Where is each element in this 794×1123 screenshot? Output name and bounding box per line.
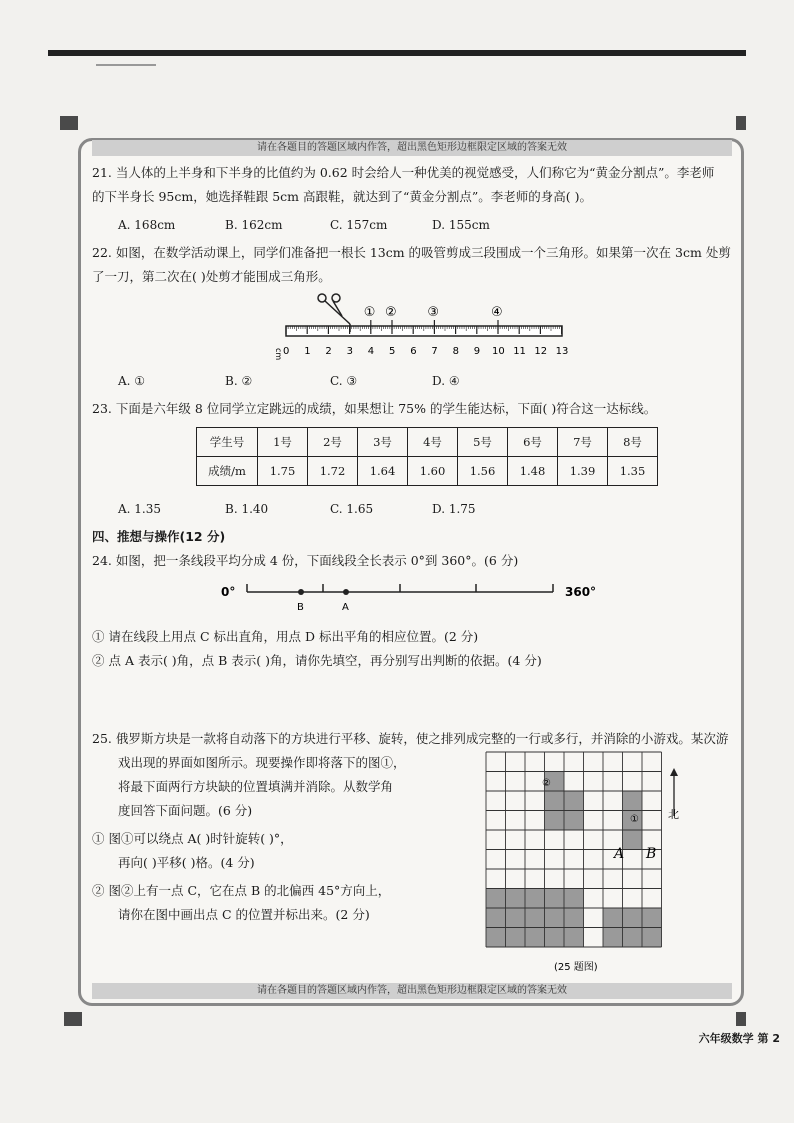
table-header-cell: 6号: [508, 428, 558, 457]
tetris-filled-cell: [564, 928, 584, 948]
table-cell: 1.72: [308, 457, 358, 486]
ruler-tick-label: 3: [346, 346, 353, 357]
point-a-label-25: A: [614, 846, 625, 862]
tetris-filled-cell: [545, 908, 565, 928]
q25-line2: 戏出现的界面如图所示。现要操作即将落下的图①，: [118, 755, 406, 770]
tetris-filled-cell: [525, 928, 545, 948]
table-cell: 1.39: [558, 457, 608, 486]
q22-line2: 了一刀，第二次在( )处剪才能围成三角形。: [92, 269, 331, 284]
table-header-label: 学生号: [197, 428, 258, 457]
north-arrowhead-icon: [670, 768, 678, 776]
q23-option-b: B. 1.40: [225, 502, 269, 516]
ruler-tick-labels: [283, 346, 568, 357]
ruler-tick-label: 5: [389, 346, 396, 357]
ruler-tick-label: 4: [367, 346, 375, 357]
ruler-tick-label: 2: [325, 346, 332, 357]
tetris-filled-cell: [486, 928, 506, 948]
tetris-filled-cell: [603, 928, 623, 948]
q25-sub2b: 请你在图中画出点 C 的位置并标出来。(2 分): [118, 907, 370, 922]
table-header-cell: 1号: [258, 428, 308, 457]
q25-line1: 25. 俄罗斯方块是一款将自动落下的方块进行平移、旋转，使之排列成完整的一行或多行，并消除的小游戏。某次游: [92, 731, 729, 746]
ruler-figure: [270, 290, 580, 362]
tetris-filled-cell: [545, 811, 565, 831]
figure-caption: (25 题图): [554, 962, 598, 973]
top-rule: [48, 50, 746, 56]
tetris-filled-cell: [623, 928, 643, 948]
q21-option-c: C. 157cm: [330, 218, 388, 232]
cut-marker-4: ④: [491, 305, 503, 320]
ruler-tick-label: 12: [534, 346, 548, 357]
ruler-tick-label: 0: [283, 346, 290, 357]
tetris-filled-cell: [642, 908, 662, 928]
q25-line4: 度回答下面问题。(6 分): [118, 803, 253, 818]
angle-segment-figure: [215, 580, 605, 614]
ruler-unit: cm: [274, 348, 283, 361]
table-cell: 1.56: [458, 457, 508, 486]
point-b-label-25: B: [646, 846, 657, 862]
q25-sub1b: 再向( )平移( )格。(4 分): [118, 855, 255, 870]
table-cell: 1.75: [258, 457, 308, 486]
table-row: [197, 457, 658, 486]
q22-option-d: D. ④: [432, 374, 460, 388]
point-a: [343, 589, 349, 595]
tetris-filled-cell: [486, 908, 506, 928]
q23-option-a: A. 1.35: [118, 502, 162, 516]
tetris-filled-cell: [564, 889, 584, 909]
table-header-cell: 4号: [408, 428, 458, 457]
q25-line3: 将最下面两行方块缺的位置填满并消除。从数学角: [118, 779, 394, 794]
cut-marker-1: ①: [363, 305, 376, 320]
tetris-filled-cell: [525, 908, 545, 928]
q25-sub1a: ① 图①可以绕点 A( )时针旋转( )°，: [92, 831, 293, 846]
table-cell: 1.35: [608, 457, 658, 486]
notice-bottom: 请在各题目的答题区域内作答，超出黑色矩形边框限定区域的答案无效: [92, 983, 732, 999]
ruler-tick-label: 7: [431, 346, 438, 357]
tetris-filled-cell: [564, 908, 584, 928]
ruler-tick-label: 8: [452, 346, 459, 357]
q22-option-a: A. ①: [118, 374, 146, 388]
north-label: 北: [668, 808, 679, 821]
page-footer: 六年级数学 第 2: [698, 1032, 780, 1045]
ruler-tick-label: 9: [473, 346, 481, 357]
corner-marker-tl: [60, 116, 78, 130]
figure-2-label: ②: [542, 778, 551, 789]
segment-right-label: 360°: [565, 585, 597, 599]
corner-marker-br: [736, 1012, 746, 1026]
q23-option-d: D. 1.75: [432, 502, 476, 516]
q21-option-a: A. 168cm: [118, 218, 176, 232]
q22-option-c: C. ③: [330, 374, 358, 388]
figure-1-label: ①: [630, 814, 639, 825]
tetris-filled-cell: [506, 928, 526, 948]
ruler-tick-label: 1: [304, 346, 311, 357]
section-heading: 四、推想与操作(12 分): [92, 529, 226, 544]
point-b-label: B: [297, 602, 304, 613]
q23-line1: 23. 下面是六年级 8 位同学立定跳远的成绩，如果想让 75% 的学生能达标，下面( )符合这一达标线。: [92, 401, 657, 416]
table-header-row: [197, 428, 658, 457]
table-cell: 1.48: [508, 457, 558, 486]
tetris-filled-cell: [603, 908, 623, 928]
tetris-filled-cell: [506, 908, 526, 928]
tetris-filled-cell: [525, 889, 545, 909]
tetris-filled-cell: [623, 791, 643, 811]
tetris-filled-cell: [642, 928, 662, 948]
notice-top: 请在各题目的答题区域内作答，超出黑色矩形边框限定区域的答案无效: [92, 140, 732, 156]
q21-line1: 21. 当人体的上半身和下半身的比值约为 0.62 时会给人一种优美的视觉感受，人们称它为“黄金分割点”。李老师: [92, 165, 715, 180]
q21-option-b: B. 162cm: [225, 218, 283, 232]
tetris-cells: [486, 772, 662, 948]
q22-line1: 22. 如图，在数学活动课上，同学们准备把一根长 13cm 的吸管剪成三段围成一个三角形。如果第一次在 3cm 处剪: [92, 245, 731, 260]
q24-sub2: ② 点 A 表示( )角，点 B 表示( )角，请你先填空，再分别写出判断的依据。(4 分): [92, 653, 542, 668]
ruler-tick-label: 11: [513, 346, 526, 357]
tetris-filled-cell: [623, 830, 643, 850]
table-cell: 1.60: [408, 457, 458, 486]
tetris-figure: [480, 748, 690, 976]
point-a-label: A: [342, 602, 349, 613]
corner-marker-bl: [64, 1012, 82, 1026]
tetris-filled-cell: [506, 889, 526, 909]
ruler-tick-label: 6: [410, 346, 417, 357]
table-header-cell: 3号: [358, 428, 408, 457]
table-header-cell: 5号: [458, 428, 508, 457]
table-cell: 1.64: [358, 457, 408, 486]
tetris-filled-cell: [486, 889, 506, 909]
segment-left-label: 0°: [221, 585, 236, 599]
q22-option-b: B. ②: [225, 374, 253, 388]
tetris-filled-cell: [545, 791, 565, 811]
table-header-cell: 8号: [608, 428, 658, 457]
ruler-tick-label: 10: [492, 346, 505, 357]
tetris-filled-cell: [564, 791, 584, 811]
q24-line1: 24. 如图，把一条线段平均分成 4 份，下面线段全长表示 0°到 360°。(6 分): [92, 553, 519, 568]
q23-option-c: C. 1.65: [330, 502, 374, 516]
q21-line2: 的下半身长 95cm，她选择鞋跟 5cm 高跟鞋，就达到了“黄金分割点”。李老师的身高( )。: [92, 189, 592, 204]
tetris-filled-cell: [545, 928, 565, 948]
table-header-cell: 2号: [308, 428, 358, 457]
tetris-filled-cell: [545, 889, 565, 909]
top-underline: [96, 64, 156, 66]
tetris-filled-cell: [564, 811, 584, 831]
table-header-cell: 7号: [558, 428, 608, 457]
q25-sub2a: ② 图②上有一点 C，它在点 B 的北偏西 45°方向上，: [92, 883, 391, 898]
q24-sub1: ① 请在线段上用点 C 标出直角，用点 D 标出平角的相应位置。(2 分): [92, 629, 479, 644]
ruler-tick-label: 13: [555, 346, 569, 357]
corner-marker-tr: [736, 116, 746, 130]
score-table: [196, 427, 658, 486]
tetris-filled-cell: [623, 908, 643, 928]
table-row-label: 成绩/m: [197, 457, 258, 486]
q21-option-d: D. 155cm: [432, 218, 490, 232]
cut-marker-2: ②: [385, 305, 397, 320]
point-b: [298, 589, 304, 595]
cut-marker-3: ③: [427, 305, 440, 320]
